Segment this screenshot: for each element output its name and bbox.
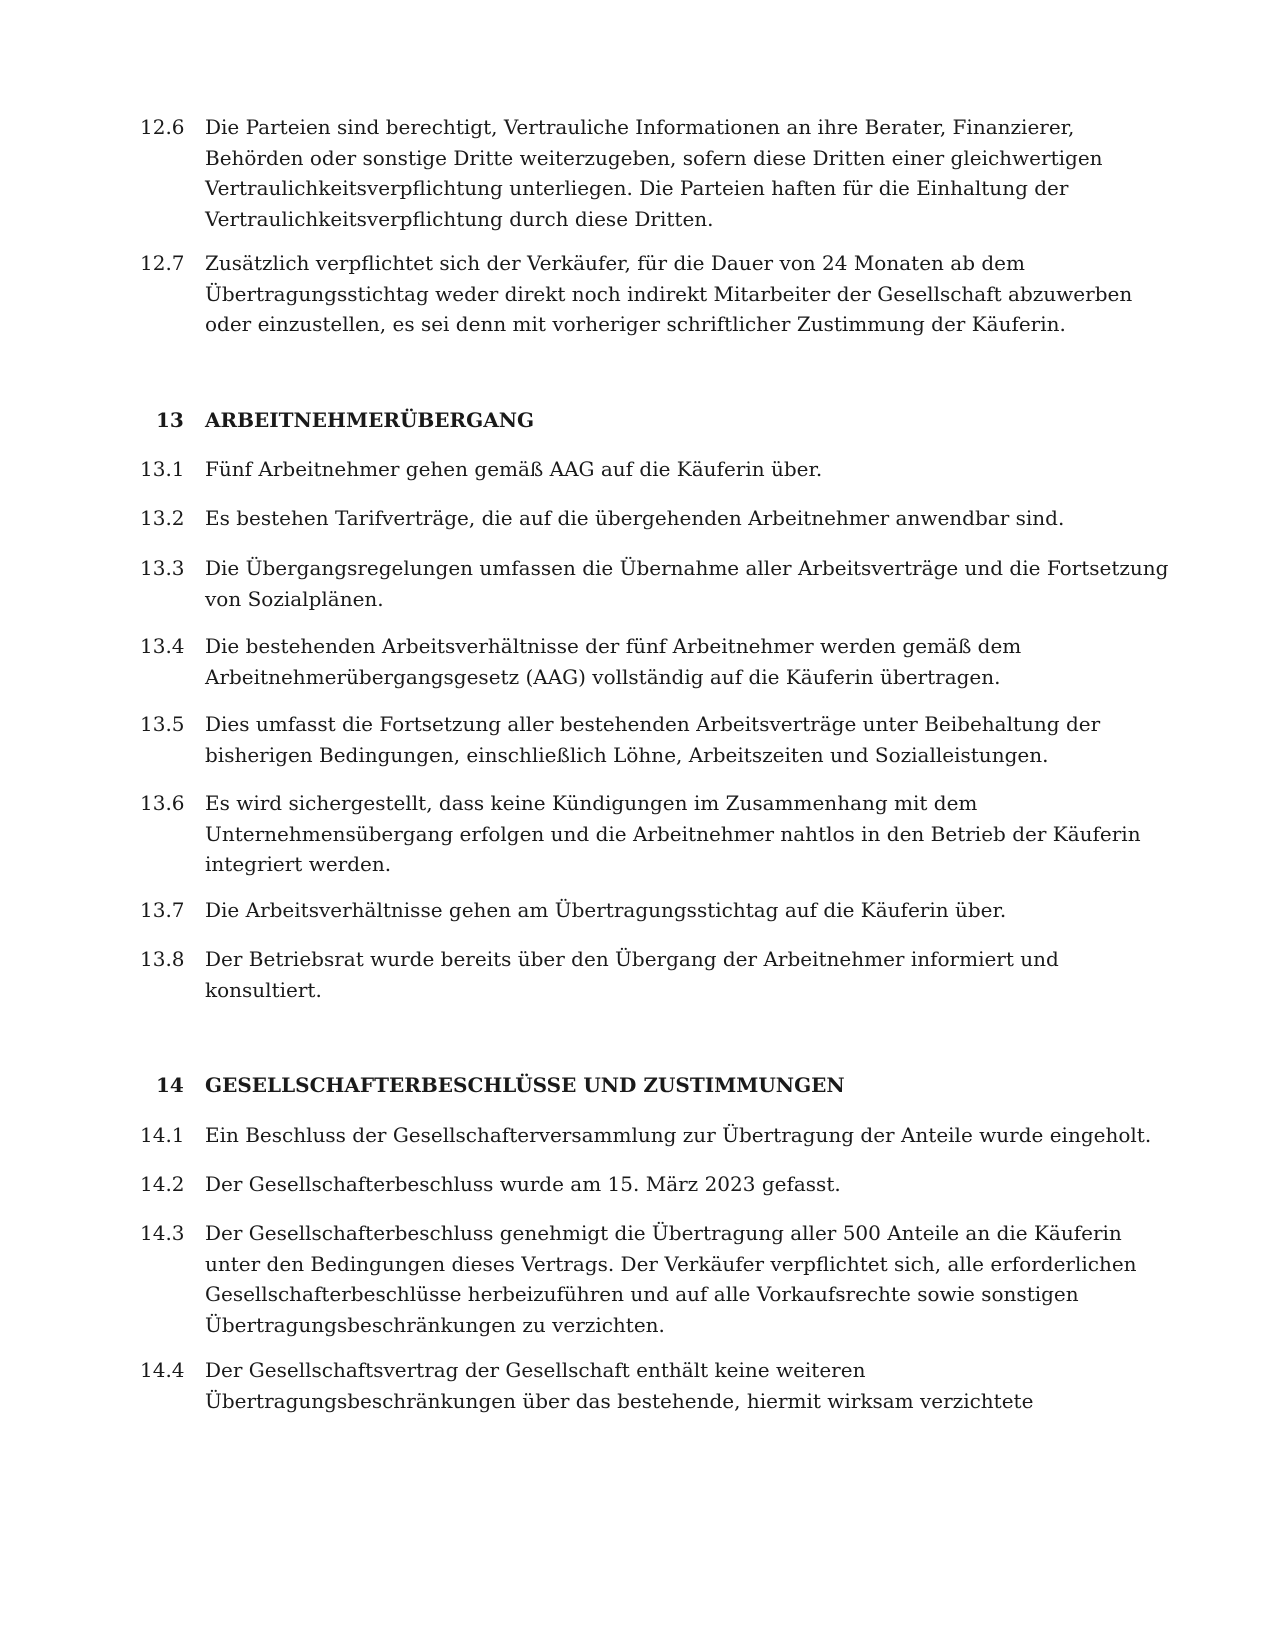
- clause-line: Der Gesellschafterbeschluss wurde am 15. März 2023 gefasst.: [205, 1172, 841, 1196]
- clause-text: [205, 788, 1141, 880]
- clause-text: [205, 1169, 1130, 1200]
- clause-number: 13.4: [140, 634, 185, 658]
- clause-text: [205, 1218, 1137, 1340]
- clause-text: [205, 553, 1169, 614]
- clause-number: 13.3: [140, 556, 185, 580]
- clause-number: 13.5: [140, 712, 185, 736]
- clause-text: [205, 944, 1130, 1005]
- clause-number: 14.1: [140, 1123, 185, 1147]
- clause-line: Die Übergangsregelungen umfassen die Übernahme aller Arbeitsverträge und die Fortsetzung: [205, 556, 1169, 580]
- clause-line: Die Arbeitsverhältnisse gehen am Übertragungsstichtag auf die Käuferin über.: [205, 898, 1007, 922]
- clause-text: [205, 248, 1133, 340]
- clause-line: von Sozialplänen.: [205, 586, 384, 611]
- section-title: [205, 1070, 1130, 1101]
- clause-text: [205, 1355, 1130, 1416]
- clause-line: Übertragungsbeschränkungen zu verzichten.: [205, 1312, 665, 1337]
- clause-text: [205, 895, 1130, 926]
- clause-line: Zusätzlich verpflichtet sich der Verkäufer, für die Dauer von 24 Monaten ab dem: [205, 251, 1025, 275]
- clause-line: Der Gesellschafterbeschluss genehmigt die Übertragung aller 500 Anteile an die Käuferin: [205, 1221, 1122, 1245]
- section-number: 13: [156, 408, 184, 432]
- clause-number: 13.7: [140, 898, 185, 922]
- clause-number: 14.4: [140, 1358, 185, 1382]
- clause-line: Arbeitnehmerübergangsgesetz (AAG) vollständig auf die Käuferin übertragen.: [205, 664, 1001, 689]
- clause-number: 13.8: [140, 947, 185, 971]
- section-title: [205, 405, 1130, 436]
- clause-number: 13.2: [140, 506, 185, 530]
- clause-text: [205, 709, 1130, 770]
- clause-number: 14.2: [140, 1172, 185, 1196]
- clause-number: 13.1: [140, 457, 185, 481]
- clause-text: [205, 112, 1130, 234]
- clause-line: Vertraulichkeitsverpflichtung durch diese Dritten.: [205, 206, 714, 231]
- clause-line: Die bestehenden Arbeitsverhältnisse der fünf Arbeitnehmer werden gemäß dem: [205, 634, 1022, 658]
- clause-line: oder einzustellen, es sei denn mit vorheriger schriftlicher Zustimmung der Käuferin.: [205, 312, 1066, 336]
- clause-number: 12.7: [140, 251, 185, 275]
- clause-line: Es wird sichergestellt, dass keine Kündigungen im Zusammenhang mit dem: [205, 791, 978, 815]
- clause-number: 14.3: [140, 1221, 185, 1245]
- clause-line: bisherigen Bedingungen, einschließlich Löhne, Arbeitszeiten und Sozialleistungen.: [205, 742, 1049, 767]
- section-title-line: ARBEITNEHMERÜBERGANG: [205, 408, 535, 432]
- clause-line: integriert werden.: [205, 852, 392, 876]
- clause-number: 13.6: [140, 791, 185, 815]
- clause-text: [205, 454, 1130, 485]
- section-number: 14: [156, 1073, 184, 1097]
- clause-line: Fünf Arbeitnehmer gehen gemäß AAG auf die Käuferin über.: [205, 457, 823, 481]
- clause-line: Der Betriebsrat wurde bereits über den Übergang der Arbeitnehmer informiert und: [205, 947, 1059, 971]
- clause-line: Behörden oder sonstige Dritte weiterzugeben, sofern diese Dritten einer gleichwertigen: [205, 145, 1103, 170]
- clause-line: Übertragungsstichtag weder direkt noch indirekt Mitarbeiter der Gesellschaft abzuwerben: [205, 281, 1133, 306]
- clause-line: Übertragungsbeschränkungen über das bestehende, hiermit wirksam verzichtete: [205, 1388, 1034, 1413]
- clause-text: [205, 1120, 1152, 1151]
- clause-line: Gesellschafterbeschlüsse herbeizuführen und auf alle Vorkaufsrechte sowie sonstigen: [205, 1282, 1079, 1306]
- clause-line: konsultiert.: [205, 977, 322, 1002]
- clause-text: [205, 503, 1130, 534]
- section-title-line: GESELLSCHAFTERBESCHLÜSSE UND ZUSTIMMUNGEN: [205, 1073, 845, 1097]
- clause-text: [205, 631, 1130, 692]
- clause-number: 12.6: [140, 115, 185, 139]
- clause-line: Der Gesellschaftsvertrag der Gesellschaft enthält keine weiteren: [205, 1358, 866, 1382]
- clause-line: Ein Beschluss der Gesellschafterversammlung zur Übertragung der Anteile wurde eingeholt.: [205, 1123, 1152, 1147]
- clause-line: Die Parteien sind berechtigt, Vertrauliche Informationen an ihre Berater, Finanzierer,: [205, 115, 1075, 139]
- clause-line: Unternehmensübergang erfolgen und die Arbeitnehmer nahtlos in den Betrieb der Käuferin: [205, 821, 1141, 846]
- clause-line: Vertraulichkeitsverpflichtung unterliegen. Die Parteien haften für die Einhaltung der: [205, 176, 1069, 200]
- clause-line: Es bestehen Tarifverträge, die auf die übergehenden Arbeitnehmer anwendbar sind.: [205, 506, 1065, 530]
- clause-line: Dies umfasst die Fortsetzung aller bestehenden Arbeitsverträge unter Beibehaltung der: [205, 712, 1101, 736]
- clause-line: unter den Bedingungen dieses Vertrags. Der Verkäufer verpflichtet sich, alle erforderlichen: [205, 1251, 1137, 1276]
